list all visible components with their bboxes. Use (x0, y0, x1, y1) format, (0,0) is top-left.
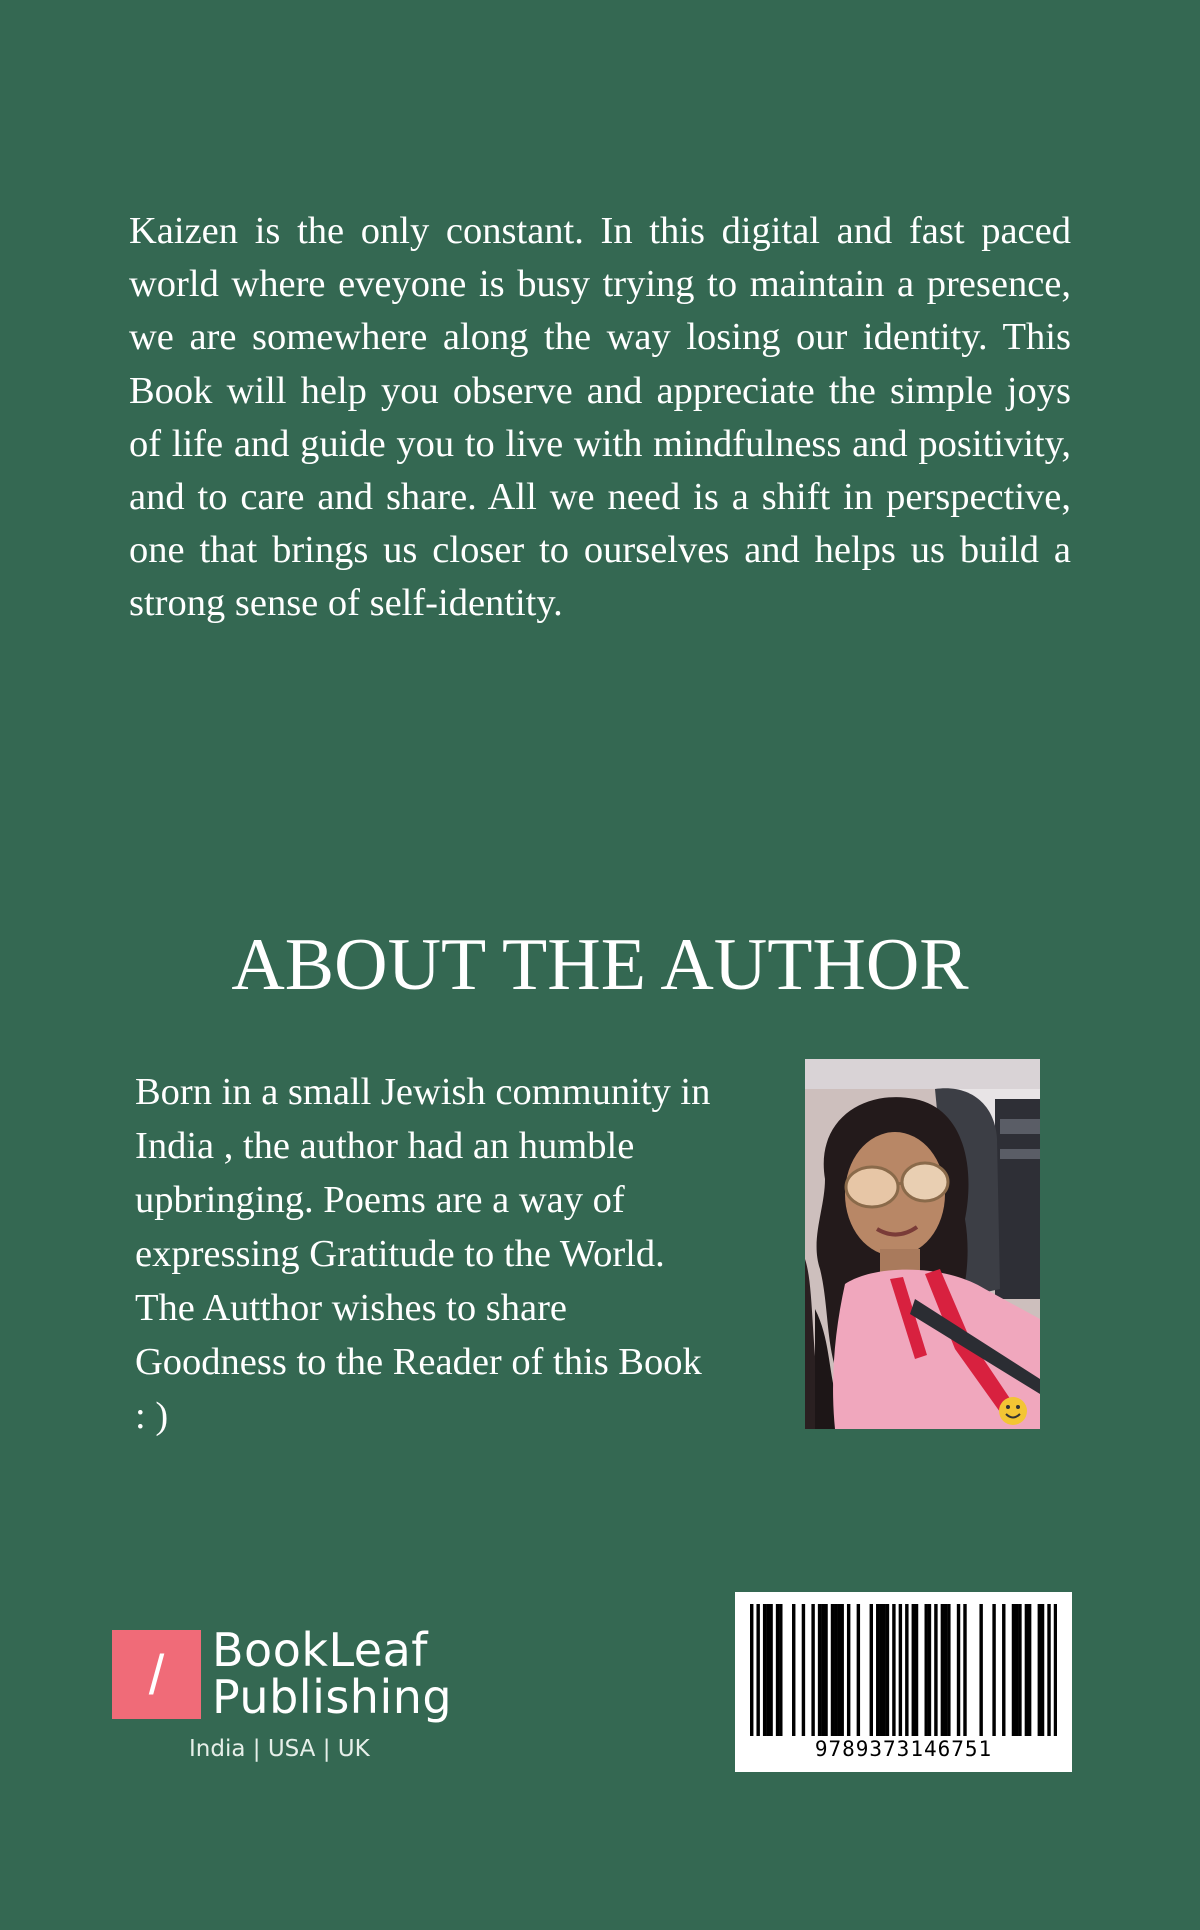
barcode-bar (1041, 1604, 1044, 1736)
barcode-bar (1028, 1604, 1031, 1736)
bio-line: The Autthor wishes to share (135, 1287, 567, 1329)
barcode-bar (792, 1604, 795, 1736)
barcode-bar (944, 1604, 947, 1736)
barcode-bar (840, 1604, 843, 1736)
author-photo (805, 1059, 1040, 1429)
publisher-regions: India | USA | UK (189, 1736, 370, 1762)
barcode-bar (925, 1604, 928, 1736)
bio-line: India , the author had an humble (135, 1125, 635, 1167)
bio-line: expressing Gratitude to the World. (135, 1233, 665, 1275)
publisher-name-line2: Publishing (212, 1670, 453, 1724)
barcode-bar (870, 1604, 873, 1736)
bio-line: Born in a small Jewish community in (135, 1071, 711, 1113)
publisher-name-line1: BookLeaf (212, 1623, 428, 1677)
barcode-bar (899, 1604, 902, 1736)
author-photo-icon (805, 1059, 1040, 1429)
barcode-bar (824, 1604, 827, 1736)
barcode-bar (882, 1604, 885, 1736)
barcode-bar (947, 1604, 950, 1736)
author-bio (135, 1065, 775, 1443)
barcode-bar (1038, 1604, 1041, 1736)
barcode-bar (766, 1604, 769, 1736)
barcode-bar (1012, 1604, 1015, 1736)
barcode-bar (818, 1604, 821, 1736)
barcode-bar (892, 1604, 895, 1736)
barcode-bar (811, 1604, 814, 1736)
barcode-bar (928, 1604, 931, 1736)
barcode-bar (847, 1604, 850, 1736)
barcode-bar (1018, 1604, 1021, 1736)
barcode-bar (957, 1604, 960, 1736)
barcode-bar (941, 1604, 944, 1736)
barcode-bar (802, 1604, 805, 1736)
barcode-bar (821, 1604, 824, 1736)
barcode-bar (879, 1604, 882, 1736)
bio-line: Goodness to the Reader of this Book (135, 1341, 702, 1383)
barcode-bar (912, 1604, 915, 1736)
isbn-number: 9789373146751 (814, 1737, 993, 1761)
bookleaf-logo (112, 1625, 452, 1775)
barcode-bar (776, 1604, 779, 1736)
bio-line: : ) (135, 1395, 169, 1437)
isbn-barcode (735, 1592, 1072, 1772)
barcode-bar (857, 1604, 860, 1736)
barcode-bar (837, 1604, 840, 1736)
about-author-heading: ABOUT THE AUTHOR (231, 924, 969, 1006)
barcode-bar (905, 1604, 908, 1736)
barcode-bar (756, 1604, 759, 1736)
barcode-bar (963, 1604, 966, 1736)
barcode-bars-icon (750, 1604, 1057, 1736)
barcode-bar (750, 1604, 753, 1736)
barcode-bar (1025, 1604, 1028, 1736)
barcode-bar (1054, 1604, 1057, 1736)
barcode-bar (779, 1604, 782, 1736)
barcode-bar (1015, 1604, 1018, 1736)
bio-line: upbringing. Poems are a way of (135, 1179, 625, 1221)
barcode-bar (886, 1604, 889, 1736)
barcode-bar (831, 1604, 834, 1736)
barcode-bar (1002, 1604, 1005, 1736)
barcode-bar (876, 1604, 879, 1736)
logo-slash: / (148, 1643, 165, 1706)
barcode-bar (979, 1604, 982, 1736)
barcode-bar (1047, 1604, 1050, 1736)
barcode-bar (834, 1604, 837, 1736)
barcode-bar (934, 1604, 937, 1736)
barcode-bar (992, 1604, 995, 1736)
book-blurb: Kaizen is the only constant. In this digital and fast paced world where eveyone is busy trying to maintain a presence, we are somewhere along the way losing our identity. This Book will help you observe and appreciate the simple joys of life and guide you to live with mindfulness and positivity, and to care and share. All we need is a shift in perspective, one that brings us closer to ourselves and helps us build a strong sense of self-identity. (129, 210, 1071, 625)
barcode-bar (915, 1604, 918, 1736)
barcode-bar (763, 1604, 766, 1736)
barcode-bar (769, 1604, 772, 1736)
